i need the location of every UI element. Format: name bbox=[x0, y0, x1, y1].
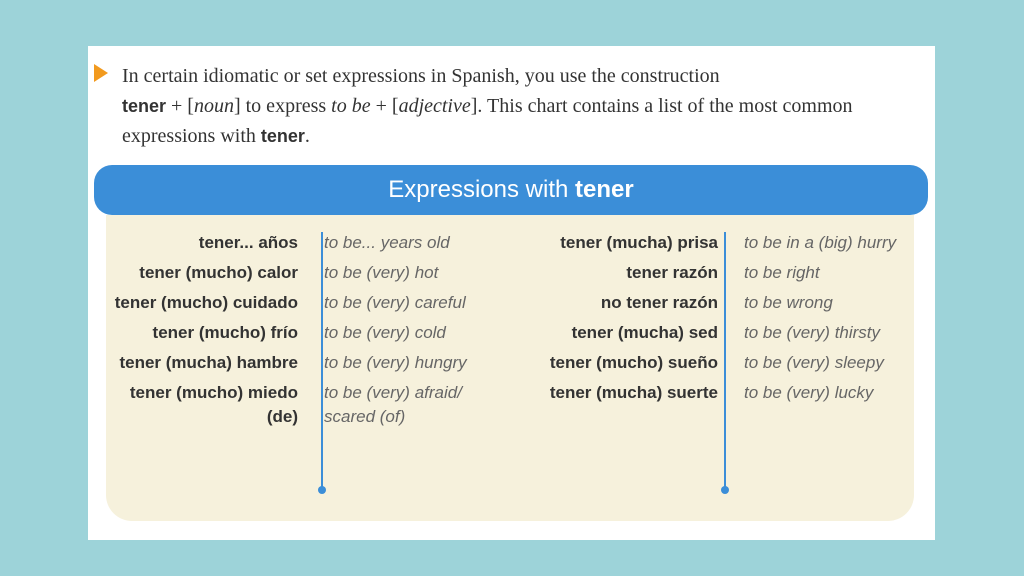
expression-meaning: to be... years old bbox=[324, 233, 450, 252]
expression-term: tener (mucho) calor bbox=[139, 263, 298, 282]
divider-dot bbox=[318, 486, 326, 494]
intro-mid: ] to express bbox=[233, 95, 332, 117]
expression-term: tener (mucha) suerte bbox=[549, 383, 718, 402]
divider-dot bbox=[721, 486, 729, 494]
intro-to-be: to be bbox=[331, 95, 371, 117]
expression-term: no tener razón bbox=[600, 293, 718, 312]
intro-tener: tener bbox=[122, 96, 167, 116]
intro-plus-1: + [ bbox=[166, 95, 194, 117]
expression-meaning: to be in a (big) hurry bbox=[744, 233, 897, 252]
intro-end: ]. This chart contains a list of the most common expressions with bbox=[122, 95, 853, 147]
expression-term: tener (mucha) sed bbox=[571, 323, 718, 342]
expression-row bbox=[528, 231, 930, 255]
left-column bbox=[108, 231, 510, 435]
intro-plus-2: + [ bbox=[370, 95, 399, 117]
expression-meaning: to be (very) cold bbox=[324, 323, 446, 342]
chart-banner bbox=[94, 165, 928, 215]
expression-term: tener (mucho) cuidado bbox=[114, 293, 298, 312]
content-card bbox=[88, 46, 935, 540]
expression-meaning: to be right bbox=[744, 263, 820, 282]
expression-meaning: to be (very) afraid/ scared (of) bbox=[324, 383, 462, 426]
banner-bold: tener bbox=[575, 176, 634, 203]
expression-row bbox=[528, 291, 930, 315]
expression-row bbox=[108, 321, 510, 345]
expression-meaning: to be (very) lucky bbox=[744, 383, 874, 402]
expression-row bbox=[108, 231, 510, 255]
intro-tener-2: tener bbox=[260, 126, 305, 146]
expression-term: tener (mucho) miedo (de) bbox=[129, 383, 298, 426]
expression-row bbox=[528, 261, 930, 285]
intro-adjective: adjective bbox=[398, 95, 471, 117]
expression-term: tener razón bbox=[626, 263, 718, 282]
expression-term: tener... años bbox=[198, 233, 298, 252]
orange-arrow-icon bbox=[94, 64, 108, 82]
expression-row bbox=[108, 261, 510, 285]
expression-meaning: to be wrong bbox=[744, 293, 833, 312]
expression-term: tener (mucho) frío bbox=[152, 323, 298, 342]
expression-meaning: to be (very) hungry bbox=[324, 353, 467, 372]
intro-text-1: In certain idiomatic or set expressions in Spanish, you use the construction bbox=[122, 65, 720, 87]
expression-term: tener (mucho) sueño bbox=[549, 353, 718, 372]
intro-paragraph bbox=[122, 61, 922, 151]
expression-row bbox=[108, 291, 510, 315]
expression-term: tener (mucha) prisa bbox=[560, 233, 718, 252]
left-divider-line bbox=[321, 232, 323, 490]
expression-meaning: to be (very) thirsty bbox=[744, 323, 881, 342]
expression-row bbox=[108, 351, 510, 375]
intro-period: . bbox=[304, 125, 310, 147]
expression-row bbox=[528, 351, 930, 375]
right-column bbox=[528, 231, 930, 411]
expression-row bbox=[528, 321, 930, 345]
expression-meaning: to be (very) hot bbox=[324, 263, 439, 282]
right-divider-line bbox=[724, 232, 726, 490]
intro-noun: noun bbox=[193, 95, 234, 117]
expression-row bbox=[528, 381, 930, 405]
expression-term: tener (mucha) hambre bbox=[119, 353, 298, 372]
banner-prefix: Expressions with bbox=[388, 176, 576, 203]
expression-meaning: to be (very) careful bbox=[324, 293, 466, 312]
expression-meaning: to be (very) sleepy bbox=[744, 353, 884, 372]
expression-row bbox=[108, 381, 510, 429]
